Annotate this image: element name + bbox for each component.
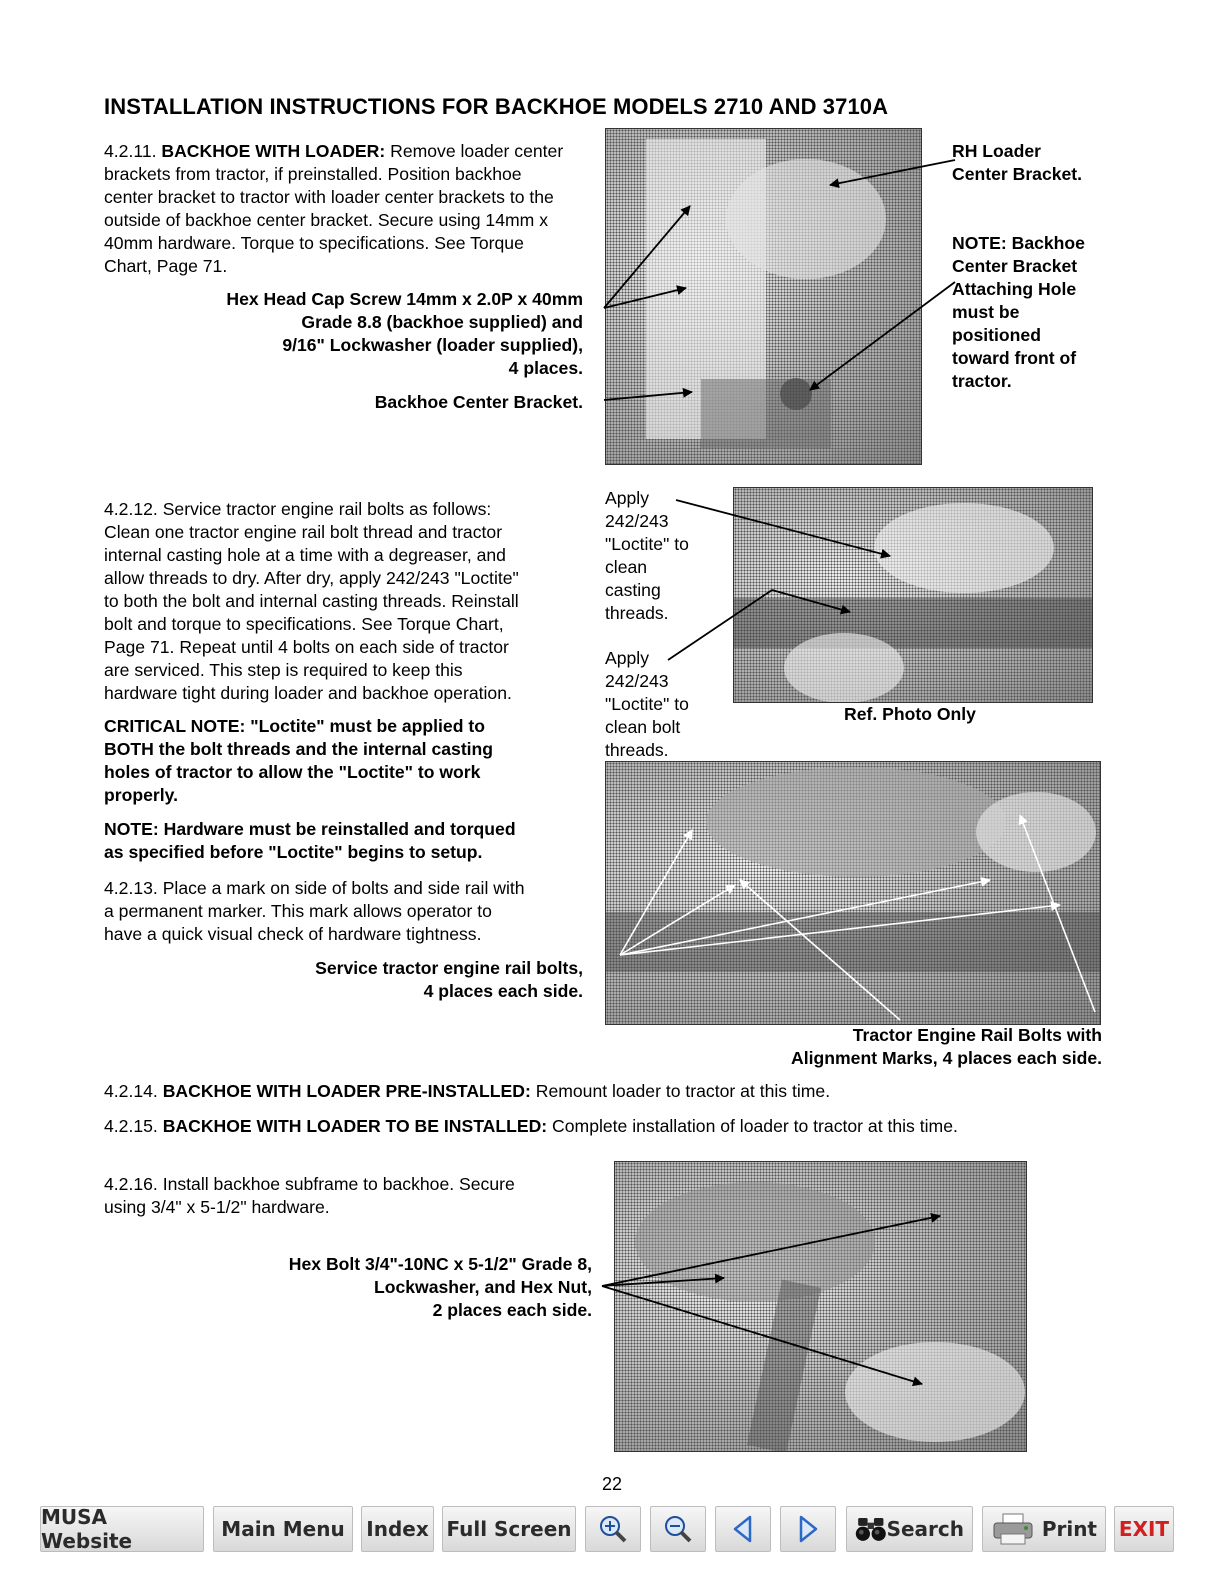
caption-line: Alignment Marks, 4 places each side.: [791, 1048, 1102, 1068]
callout-line: Grade 8.8 (backhoe supplied) and: [301, 312, 583, 332]
callout-line: must be: [952, 302, 1020, 322]
text-line: holes of tractor to allow the "Loctite" to work: [104, 762, 481, 782]
callout-hex-bolt: [172, 1253, 592, 1322]
print-button[interactable]: [982, 1506, 1106, 1552]
section-heading: BACKHOE WITH LOADER:: [161, 141, 386, 161]
callout-line: NOTE: Backhoe: [952, 233, 1085, 253]
printer-icon: [991, 1512, 1035, 1546]
callout-line: tractor.: [952, 371, 1012, 391]
photo-subframe-bolts: [614, 1161, 1027, 1452]
text-line: Page 71. Repeat until 4 bolts on each side of tractor: [104, 637, 509, 657]
text-line: NOTE: Hardware must be reinstalled and torqued: [104, 819, 516, 839]
print-label: Print: [1041, 1517, 1097, 1541]
text-line: allow threads to dry. After dry, apply 242/243 "Loctite": [104, 568, 519, 588]
callout-apply-casting: [605, 487, 689, 625]
callout-line: 4 places.: [508, 358, 583, 378]
text-line: Clean one tractor engine rail bolt thread and tractor: [104, 522, 503, 542]
text-line: using 3/4" x 5-1/2" hardware.: [104, 1197, 330, 1217]
text-line: to both the bolt and internal casting threads. Reinstall: [104, 591, 519, 611]
exit-button[interactable]: EXIT: [1114, 1506, 1174, 1552]
text-line: hardware tight during loader and backhoe operation.: [104, 683, 512, 703]
callout-line: Lockwasher, and Hex Nut,: [373, 1277, 592, 1297]
section-4-2-11: [104, 140, 574, 278]
binoculars-icon: [855, 1513, 887, 1545]
callout-apply-bolt: [605, 647, 689, 762]
section-body: Remove loader center brackets from tractor, if preinstalled. Position backhoe center bracket to tractor with loader center brackets to the outside of backhoe center bracket. Secure using 14mm x 40mm hardware. Torque to specifications. See Torque Chart, Page 71.: [104, 141, 564, 276]
section-number: 4.2.14.: [104, 1081, 163, 1101]
callout-line: "Loctite" to: [605, 694, 689, 714]
main-menu-button[interactable]: Main Menu: [213, 1506, 353, 1552]
section-number: 4.2.15.: [104, 1116, 163, 1136]
callout-rh-loader-center-bracket: [952, 140, 1082, 186]
text-line: 4.2.13. Place a mark on side of bolts and side rail with: [104, 878, 525, 898]
callout-line: RH Loader: [952, 141, 1041, 161]
callout-line: 2 places each side.: [432, 1300, 592, 1320]
full-screen-button[interactable]: Full Screen: [442, 1506, 576, 1552]
section-heading: BACKHOE WITH LOADER TO BE INSTALLED:: [162, 1116, 548, 1136]
zoom-in-button[interactable]: [585, 1506, 641, 1552]
text-line: have a quick visual check of hardware tightness.: [104, 924, 482, 944]
section-4-2-12: [104, 498, 519, 705]
text-line: are serviced. This step is required to keep this: [104, 660, 463, 680]
callout-line: 9/16" Lockwasher (loader supplied),: [282, 335, 583, 355]
callout-line: Attaching Hole: [952, 279, 1077, 299]
navigation-toolbar: [0, 1498, 1224, 1568]
callout-line: "Loctite" to: [605, 534, 689, 554]
text-line: 4.2.16. Install backhoe subframe to backhoe. Secure: [104, 1174, 515, 1194]
search-button[interactable]: [846, 1506, 973, 1552]
photo-center-bracket: [605, 128, 922, 465]
page-title: INSTALLATION INSTRUCTIONS FOR BACKHOE MODELS 2710 AND 3710A: [104, 94, 889, 119]
callout-line: Center Bracket: [952, 256, 1078, 276]
section-4-2-14: [104, 1080, 830, 1103]
callout-line: casting: [605, 580, 661, 600]
callout-line: 242/243: [605, 671, 669, 691]
zoom-out-button[interactable]: [650, 1506, 706, 1552]
index-button[interactable]: Index: [361, 1506, 434, 1552]
caption-engine-rail-bolts: [682, 1024, 1102, 1070]
callout-line: positioned: [952, 325, 1041, 345]
section-4-2-15: [104, 1115, 958, 1138]
photo-engine-rail-bolts: [605, 761, 1101, 1025]
text-line: bolt and torque to specifications. See Torque Chart,: [104, 614, 504, 634]
callout-hex-head-cap-screw: [143, 288, 583, 380]
section-body: Complete installation of loader to tractor at this time.: [547, 1116, 958, 1136]
ref-photo-caption: Ref. Photo Only: [844, 704, 976, 724]
arrow-right-icon: [795, 1514, 821, 1544]
musa-website-button[interactable]: MUSA Website: [40, 1506, 204, 1552]
text-line: properly.: [104, 785, 178, 805]
photo-texture: [606, 129, 921, 464]
search-label: Search: [886, 1517, 964, 1541]
callout-line: clean bolt: [605, 717, 681, 737]
callout-line: Hex Bolt 3/4"-10NC x 5-1/2" Grade 8,: [288, 1254, 592, 1274]
callout-line: toward front of: [952, 348, 1077, 368]
arrow-left-icon: [730, 1514, 756, 1544]
text-line: CRITICAL NOTE: "Loctite" must be applied to: [104, 716, 485, 736]
callout-service-rail-bolts: [183, 957, 583, 1003]
callout-line: Center Bracket.: [952, 164, 1083, 184]
next-page-button[interactable]: [780, 1506, 836, 1552]
callout-line: Hex Head Cap Screw 14mm x 2.0P x 40mm: [226, 289, 583, 309]
section-4-2-16: [104, 1173, 515, 1219]
critical-note: [104, 715, 493, 807]
callout-line: Apply: [605, 648, 650, 668]
section-body: Remount loader to tractor at this time.: [530, 1081, 831, 1101]
callout-line: threads.: [605, 603, 669, 623]
callout-line: Apply: [605, 488, 650, 508]
text-line: BOTH the bolt threads and the internal casting: [104, 739, 494, 759]
callout-line: Service tractor engine rail bolts,: [315, 958, 583, 978]
callout-line: clean: [605, 557, 648, 577]
caption-line: Tractor Engine Rail Bolts with: [852, 1025, 1102, 1045]
previous-page-button[interactable]: [715, 1506, 771, 1552]
hardware-note: [104, 818, 516, 864]
zoom-in-icon: [598, 1514, 628, 1544]
callout-backhoe-center-bracket: Backhoe Center Bracket.: [374, 392, 583, 412]
callout-line: threads.: [605, 740, 669, 760]
text-line: 4.2.12. Service tractor engine rail bolts as follows:: [104, 499, 492, 519]
photo-texture: [606, 762, 1100, 1024]
callout-note-attaching-hole: [952, 232, 1085, 393]
callout-line: 242/243: [605, 511, 669, 531]
photo-texture: [734, 488, 1092, 702]
text-line: as specified before "Loctite" begins to setup.: [104, 842, 483, 862]
zoom-out-icon: [663, 1514, 693, 1544]
callout-line: 4 places each side.: [423, 981, 583, 1001]
photo-texture: [615, 1162, 1026, 1451]
section-number: 4.2.11.: [104, 141, 162, 161]
page-number: 22: [601, 1474, 623, 1494]
text-line: a permanent marker. This mark allows operator to: [104, 901, 492, 921]
section-heading: BACKHOE WITH LOADER PRE-INSTALLED:: [162, 1081, 531, 1101]
photo-loctite-reference: [733, 487, 1093, 703]
text-line: internal casting hole at a time with a degreaser, and: [104, 545, 506, 565]
section-4-2-13: [104, 877, 525, 946]
